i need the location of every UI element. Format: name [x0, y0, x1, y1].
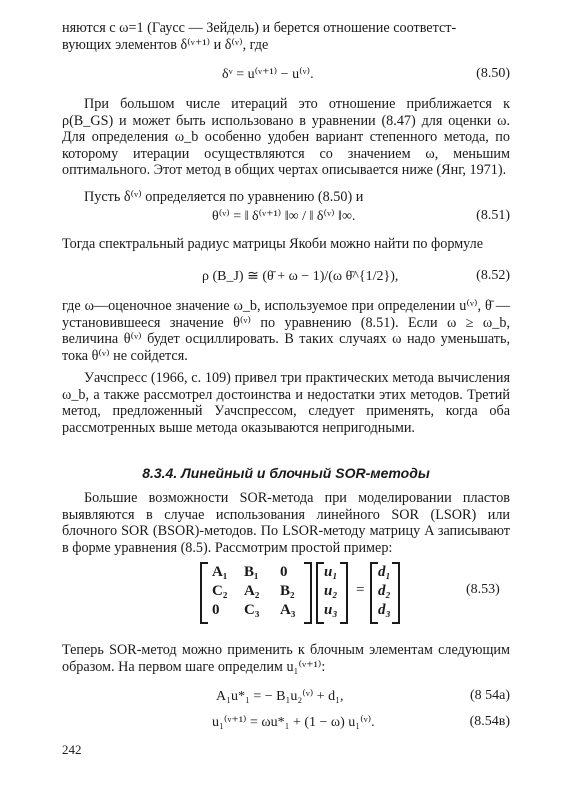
matrix-a-cell: C₃ — [244, 602, 260, 618]
equation-formula: θ⁽ᵛ⁾ = ‖ δ⁽ᵛ⁺¹⁾ ‖∞ / ‖ δ⁽ᵛ⁾ ‖∞. — [212, 209, 356, 224]
vector-d-left-bracket — [370, 562, 378, 624]
matrix-a-left-bracket — [200, 562, 208, 624]
equation-number: (8.54в) — [469, 714, 510, 729]
matrix-a-cell: C₂ — [212, 583, 228, 599]
vector-u-right-bracket — [340, 562, 348, 624]
equation-formula: u₁⁽ᵛ⁺¹⁾ = ωu*₁ + (1 − ω) u₁⁽ᵛ⁾. — [212, 715, 375, 730]
matrix-equation-8-53 — [200, 562, 568, 624]
paragraph-wachspress: Уачспресс (1966, с. 109) привел три практических метода вычисления ω_b, а также рассмотрел достоинства и недостатки этих методов. Третий метод, предложенный Уачспрессом, следует применять, когда оба рассмотренных выше метода оказываются непригодными. — [62, 370, 510, 436]
equation-number: (8.51) — [476, 208, 510, 223]
paragraph-convergence: При большом числе итераций это отношение приближается к ρ(B_GS) и может быть использовано в уравнении (8.47) для оценки ω. Для определения ω_b особенно удобен вариант степенного метода, по которому итерации осуществляются со значением ω, меньшим оптимального. Этот метод в общих чертах описывается ниже (Янг, 1971). — [62, 96, 510, 178]
page-number: 242 — [62, 742, 82, 757]
text-line-2: вующих элементов δ⁽ᵛ⁺¹⁾ и δ⁽ᵛ⁾, где — [62, 37, 269, 53]
paragraph-let: Пусть δ⁽ᵛ⁾ определяется по уравнению (8.50) и — [84, 189, 364, 205]
equals-sign: = — [356, 582, 365, 598]
matrix-a-cell: A₃ — [280, 602, 296, 618]
paragraph-block-sor: Теперь SOR-метод можно применить к блочным элементам следующим образом. На первом шаге определим u₁⁽ᵛ⁺¹⁾: — [62, 642, 510, 675]
matrix-a-right-bracket — [304, 562, 312, 624]
matrix-a-cell: B₁ — [244, 564, 259, 580]
vector-d-right-bracket — [392, 562, 400, 624]
equation-number: (8.53) — [466, 582, 500, 597]
vector-u-left-bracket — [316, 562, 324, 624]
section-heading: 8.3.4. Линейный и блочный SOR-методы — [142, 465, 430, 481]
paragraph-spectral-radius: Тогда спектральный радиус матрицы Якоби можно найти по формуле — [62, 236, 484, 252]
vector-d-cell: d₁ — [378, 564, 391, 580]
equation-formula: ρ (B_J) ≅ (θ̄ + ω − 1)/(ω θ̄^{1/2}), — [202, 269, 399, 284]
equation-formula: δᵛ = u⁽ᵛ⁺¹⁾ − u⁽ᵛ⁾. — [222, 67, 314, 82]
equation-8-51 — [62, 208, 510, 226]
equation-number: (8 54a) — [469, 688, 510, 703]
vector-u-cell: u₃ — [324, 602, 338, 618]
equation-number: (8.52) — [476, 268, 510, 283]
vector-u-cell: u₂ — [324, 583, 338, 599]
matrix-a-cell: A₁ — [212, 564, 228, 580]
equation-8-52 — [62, 268, 510, 286]
text-line-1: няются с ω=1 (Гаусс — Зейдель) и берется отношение соответст- — [62, 20, 457, 36]
equation-number: (8.50) — [476, 66, 510, 81]
matrix-a-cell: 0 — [280, 564, 288, 580]
vector-d-cell: d₃ — [378, 602, 391, 618]
equation-8-50 — [62, 66, 510, 84]
vector-u-cell: u₁ — [324, 564, 338, 580]
matrix-a-cell: A₂ — [244, 583, 260, 599]
equation-formula: A₁u*₁ = − B₁u₂⁽ᵛ⁾ + d₁, — [216, 689, 344, 704]
matrix-a-cell: 0 — [212, 602, 220, 618]
equation-8-54b — [62, 714, 510, 732]
equation-8-54a — [62, 688, 510, 706]
vector-d-cell: d₂ — [378, 583, 391, 599]
paragraph-lsor: Большие возможности SOR-метода при моделировании пластов выявляются в случае использования линейного SOR (LSOR) или блочного SOR (BSOR)-методов. По LSOR-методу матрицу A записывают в форме уравнения (8.5). Рассмотрим простой пример: — [62, 490, 510, 556]
matrix-a-cell: B₂ — [280, 583, 295, 599]
paragraph-where: где ω—оценочное значение ω_b, используемое при определении u⁽ᵛ⁾, θ̄ — установившееся значение θ⁽ᵛ⁾ по уравнению (8.51). Если ω ≥ ω_b, величина θ⁽ᵛ⁾ будет осциллировать. В таких случаях ω надо уменьшать, тока θ⁽ᵛ⁾ не сойдется. — [62, 298, 510, 364]
